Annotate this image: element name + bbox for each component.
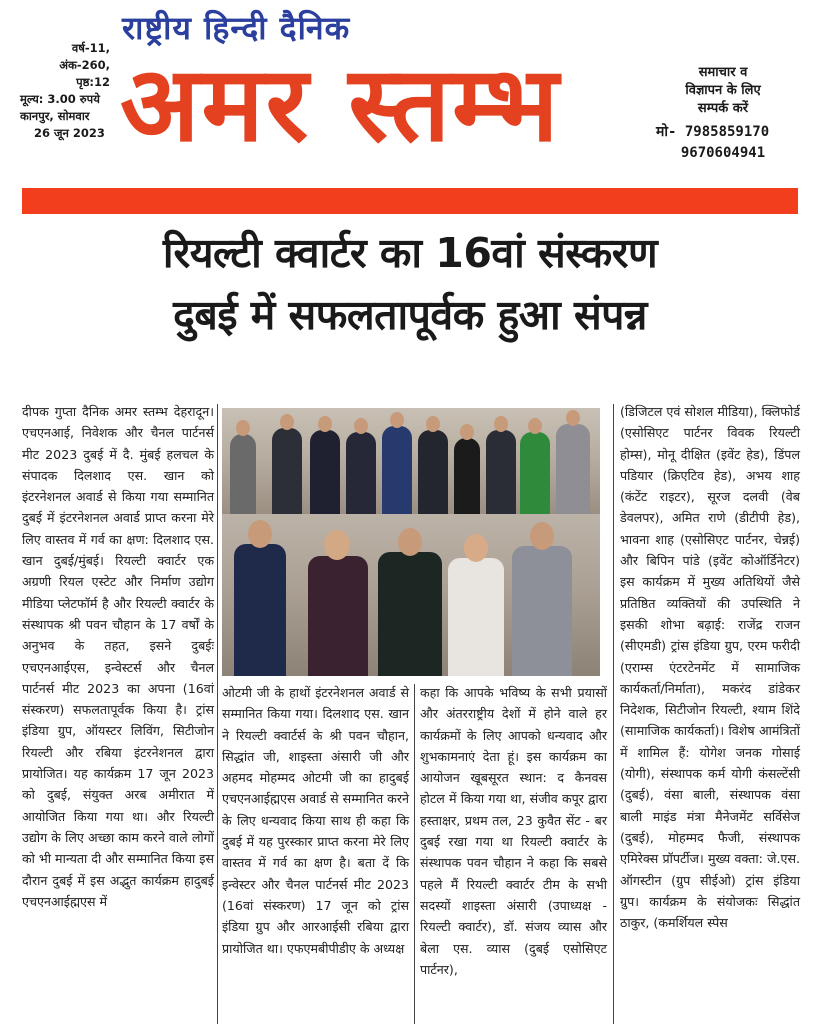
article-column-1	[22, 401, 214, 912]
column-divider	[414, 684, 415, 1024]
contact-line1: समाचार व	[698, 65, 748, 80]
column-2-text: ओटमी जी के हाथों इंटरनेशनल अवार्ड से सम्मानित किया गया। दिलशाद एस. खान ने रियल्टी क्वार्टर्स के श्री पवन चौहान, सिद्धांत जी, शाइस्ता अंसारी जी और अहमद मोहम्मद ओटमी जी का हादुबई एचएनआईह्मएस अवार्ड से सम्मानित करने के लिए धन्यवाद किया साथ ही कहा कि दुबई में यह पुरस्कार प्राप्त करना मेरे लिए वास्तव में गर्व का क्षण है। बता दें कि इन्वेस्टर और चैनल पार्टनर्स मीट 2023 (16वां संस्करण) 17 जून को ट्रांस इंडिया ग्रुप और आरआईसी रबिया द्वारा प्रायोजित था। एफएमबीपीडीए के अध्यक्ष	[222, 685, 409, 956]
masthead	[0, 0, 820, 196]
issue-pages: पृष्ठ:12	[76, 75, 110, 89]
headline-line1: रियल्टी क्वार्टर का 16वां संस्करण	[162, 229, 658, 277]
issue-info	[20, 40, 120, 142]
contact-line2: विज्ञापन के लिए	[685, 83, 761, 98]
issue-date: 26 जून 2023	[34, 126, 105, 140]
contact-box	[648, 64, 798, 164]
headline-line2: दुबई में सफलतापूर्वक हुआ संपन्न	[173, 291, 647, 339]
column-4-text: (डिजिटल एवं सोशल मीडिया), क्लिफोर्ड (एसोसिएट पार्टनर विवक रियल्टी होम्स), मोनू दीक्षित (इवेंट हेड), डिंपल पडियार (क्रिएटिव हेड), अभय शाह (कंटेंट राइटर), सूरज दलवी (वेब डेवलपर), अमित राणे (डीटीपी हेड), भावना शाह (एसोसिएट पार्टनर, चेन्नई) और बिपिन पांडे (इवेंट कोऑर्डिनेटर) इस कार्यक्रम में मुख्य अतिथियों जैसे प्रतिष्ठित व्यक्तियों की उपस्थिति ने इसकी शोभा बढ़ाई: राजेंद्र राजन (सीएमडी) ट्रांस इंडिया ग्रुप, एरम फरीदी (एराम्स एंटरटेनमेंट में सामाजिक कार्यकर्ता/निर्माता), मकरंद डांडेकर निदेशक, सिटीजोन रियल्टी, श्याम शिंदे (सामाजिक कार्यकर्ता)। विशेष आमंत्रितों में शामिल हैं: योगेश जनक गोसाई (योगी), संस्थापक कर्म योगी कंसल्टेंसी (दुबई), वंसा बाली, संस्थापक वंसा बाली माइंड मंत्रा मैनेजमेंट सर्विसेज (दुबई), मोहम्मद फैजी, संस्थापक एमिरेक्स प्रॉपर्टीज। मुख्य वक्ता: जे.एस. ऑगस्टीन (ग्रुप सीईओ) ट्रांस इंडिया ग्रुप। कार्यक्रम के संयोजकः सिद्धांत ठाकुर, (कमर्शियल स्पेस	[620, 404, 800, 931]
column-3-text: कहा कि आपके भविष्य के सभी प्रयासों और अंतरराष्ट्रीय देशों में होने वाले हर कार्यक्रमों के लिए आपको धन्यवाद और शुभकामनाएं देता हूं। इस कार्यक्रम का आयोजन खूबसूरत स्थान: द कैनवस होटल में किया गया था, संजीव कपूर द्वारा हस्ताक्षर, प्रथम तल, 23 कुवैत सेंट - बर दुबई रखा गया था रियल्टी क्वार्टर के संस्थापक पवन चौहान ने कहा कि सबसे पहले मैं रियल्टी क्वार्टर टीम के सभी सदस्यों शाइस्ता अंसारी (उपाध्यक्ष - रियल्टी क्वार्टर), डॉ. संजय व्यास और बेला एस. व्यास (दुबई एसोसिएट पार्टनर),	[420, 685, 607, 977]
column-1-text: दीपक गुप्ता दैनिक अमर स्तम्भ देहरादून। एचएनआई, निवेशक और चैनल पार्टनर्स मीट 2023 दुबई में दै. मुंबई हलचल के संपादक दिलशाद एस. खान को इंटरनेशनल अवार्ड से किया गया सम्मानित दुबई में इंटरनेशनल अवार्ड प्राप्त करना मेरे लिए वास्तव में गर्व का क्षण: दिलशाद एस. खान दुबई/मुंबई। रियल्टी क्वार्टर एक अग्रणी रियल एस्टेट और निर्माण उद्योग मीडिया प्लेटफॉर्म है और रियल्टी क्वार्टर के संस्थापक श्री पवन चौहान के 17 वर्षों के अनुभव के तहत, इसने दुबईः एचएनआईएस, इन्वेस्टर्स और चैनल पार्टनर्स मीट 2023 का अपना (16वां संस्करण) सफलतापूर्वक किया है। ट्रांस इंडिया ग्रुप, ऑयस्टर लिविंग, सिटीजोन रियल्टी और रबिया इंटरनेशनल द्वारा प्रायोजित। यह कार्यक्रम 17 जून 2023 को दुबई, संयुक्त अरब अमीरात में आयोजित किया गया था। और रियल्टी उद्योग के लिए अच्छा काम करने वाले लोगों को भी मान्यता दी और सम्मानित किया इस दौरान दुबई में इस अद्भुत कार्यक्रम हादुबई एचएनआईह्मएस में	[22, 404, 215, 909]
issue-number: अंक-260,	[59, 58, 110, 72]
contact-phone1: मो- 7985859170	[656, 124, 770, 140]
issue-price: मूल्य: 3.00 रुपये	[20, 92, 100, 106]
article-column-2	[222, 682, 409, 959]
masthead-tagline: राष्ट्रीय हिन्दी दैनिक	[122, 9, 351, 47]
group-photo-1	[222, 408, 600, 514]
masthead-red-bar	[22, 188, 798, 214]
column-divider	[613, 404, 614, 1024]
group-photo-2	[222, 514, 600, 676]
issue-year: वर्ष-11,	[71, 41, 110, 55]
issue-place-day: कानपुर, सोमवार	[20, 109, 90, 123]
article-headline	[20, 222, 800, 346]
article-column-4	[620, 401, 800, 933]
column-divider	[217, 404, 218, 1024]
masthead-title: अमर स्तम्भ	[120, 42, 561, 165]
contact-phone2: 9670604941	[680, 145, 766, 161]
contact-line3: सम्पर्क करें	[697, 101, 749, 116]
article-column-3	[420, 682, 607, 980]
